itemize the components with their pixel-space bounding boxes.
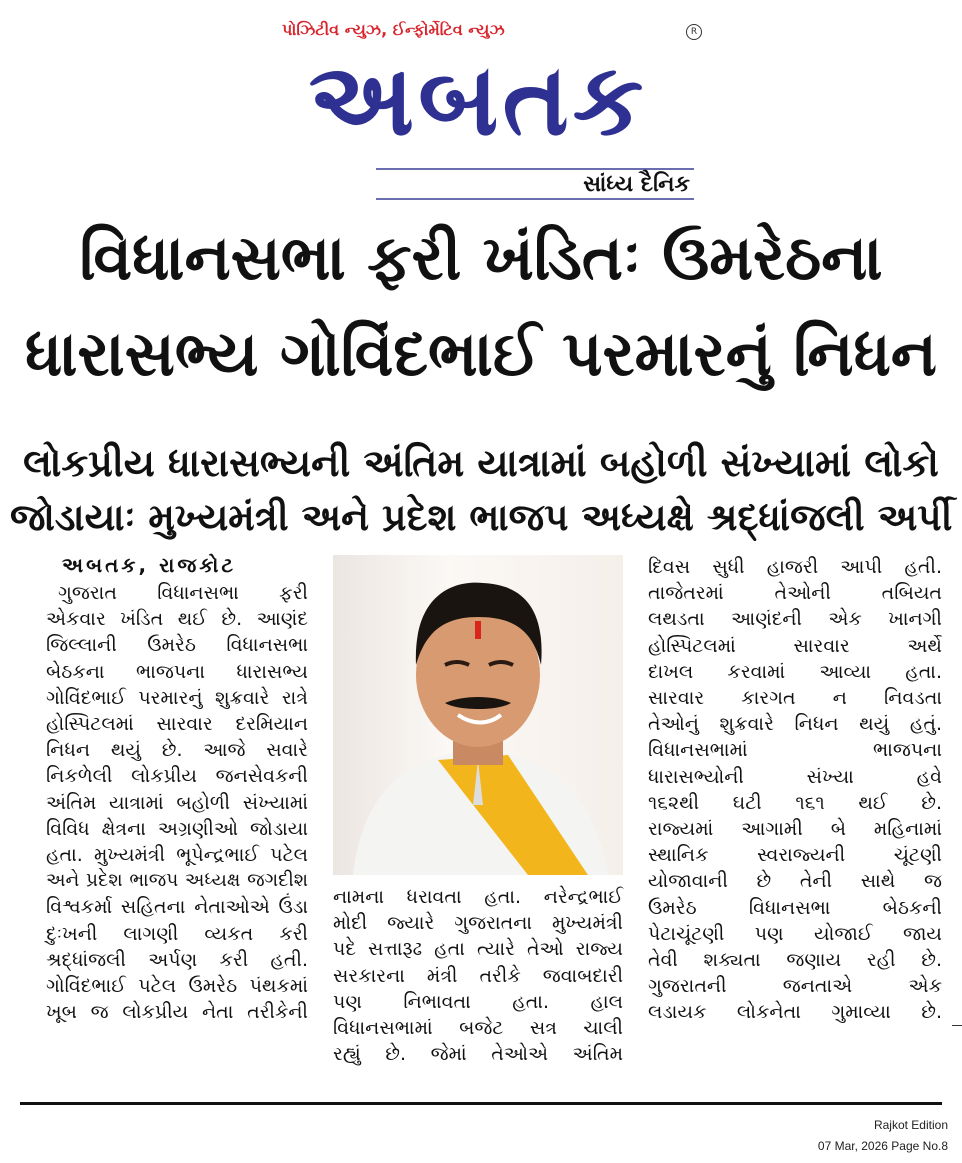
article-line: એકવાર ખંડિત થઈ છે. આણંદ xyxy=(46,608,308,631)
article-line: હતા. મુખ્યમંત્રી ભૂપેન્દ્રભાઈ પટેલ xyxy=(46,844,308,867)
masthead-tagline: પોઝિટીવ ન્યુઝ, ઈન્ફોર્મેટિવ ન્યુઝ xyxy=(282,20,505,39)
article-line: રાજ્યમાં આગામી બે મહિનામાં xyxy=(648,818,942,841)
article-line: રહ્યું છે. જેમાં તેઓએ અંતિમ xyxy=(333,1043,623,1066)
article-line: પદે સત્તારૂઢ હતા ત્યારે તેઓ રાજ્ય xyxy=(333,938,623,961)
article-line: તેઓનું શુક્રવારે નિધન થયું હતું. xyxy=(648,713,942,736)
article-line: પેટાચૂંટણી પણ યોજાઈ જાય xyxy=(648,922,942,945)
article-line: અંતિમ યાત્રામાં બહોળી સંખ્યામાં xyxy=(46,791,308,814)
article-column-3 xyxy=(648,554,942,1026)
article-line: હોસ્પિટલમાં સારવાર દરમિયાન xyxy=(46,713,308,736)
article-line: ખૂબ જ લોકપ્રીય નેતા તરીકેની xyxy=(46,1001,308,1024)
article-line: ઉમરેઠ વિધાનસભા બેઠકની xyxy=(648,896,942,919)
article-line: અને પ્રદેશ ભાજપ અધ્યક્ષ જગદીશ xyxy=(46,870,308,892)
article-line: નિધન થયું છે. આજે સવારે xyxy=(46,739,308,762)
article-line: ગુજરાતની જનતાએ એક xyxy=(648,975,942,998)
article-line: મોદી જ્યારે ગુજરાતના મુખ્યમંત્રી xyxy=(333,912,623,935)
portrait-image xyxy=(333,555,623,875)
article-line: હોસ્પિટલમાં સારવાર અર્થે xyxy=(648,634,942,657)
subheadline-line-2: જોડાયાઃ મુખ્યમંત્રી અને પ્રદેશ ભાજપ અધ્યક્ષે શ્રદ્ધાંજલી અર્પી xyxy=(10,495,953,539)
article-line: દિવસ સુધી હાજરી આપી હતી. xyxy=(648,556,942,578)
masthead-subtitle: સાંધ્ય દૈનિક xyxy=(583,172,690,197)
article-line: શ્રદ્ધાંજલી અર્પણ કરી હતી. xyxy=(46,948,308,971)
article-column-2 xyxy=(333,884,623,1067)
article-line: વિવિધ ક્ષેત્રના અગ્રણીઓ જોડાયા xyxy=(46,817,308,840)
article-line: નામના ધરાવતા હતા. નરેન્દ્રભાઈ xyxy=(333,886,623,908)
article-line: દાખલ કરવામાં આવ્યા હતા. xyxy=(648,660,942,683)
article-line: નિકળેલી લોકપ્રીય જનસેવકની xyxy=(46,765,308,788)
article-line: લથડતા આણંદની એક ખાનગી xyxy=(648,608,942,631)
portrait-photo xyxy=(333,555,623,875)
newspaper-logo: અબતક xyxy=(308,41,648,158)
article-line: સ્થાનિક સ્વરાજ્યની ચૂંટણી xyxy=(648,844,942,867)
bottom-rule xyxy=(20,1102,942,1105)
article-line: ગુજરાત વિધાનસભા ફરી xyxy=(58,582,308,604)
article-line: વિધાનસભામાં ભાજપના xyxy=(648,739,942,762)
article-line: યોજાવાની છે તેની સાથે જ xyxy=(648,870,942,893)
article-line: જિલ્લાની ઉમરેઠ વિધાનસભા xyxy=(46,634,308,657)
article-line: લડાયક લોકનેતા ગુમાવ્યા છે. xyxy=(648,1001,942,1024)
article-line: સારવાર કારગત ન નિવડતા xyxy=(648,687,942,710)
article-line: તેવી શક્યતા જણાય રહી છે. xyxy=(648,949,942,972)
subheadline-line-1: લોકપ્રીય ધારાસભ્યની અંતિમ યાત્રામાં બહોળી સંખ્યામાં લોકો xyxy=(23,441,939,485)
dateline: અબતક, રાજકોટ xyxy=(62,553,237,577)
article-column-1 xyxy=(46,580,308,1025)
side-mark xyxy=(952,1025,962,1026)
headline-line-2: ધારાસભ્ય ગોવિંદભાઈ પરમારનું નિધન xyxy=(25,317,937,390)
article-line: દુઃખની લાગણી વ્યકત કરી xyxy=(46,922,308,945)
article-line: ગોવિંદભાઈ પરમારનું શુક્રવારે રાત્રે xyxy=(46,686,308,709)
registered-trademark-icon: R xyxy=(686,24,702,40)
article-line: વિશ્વકર્મા સહિતના નેતાઓએ ઉંડા xyxy=(46,896,308,919)
article-line: ૧૬૨થી ઘટી ૧૬૧ થઈ છે. xyxy=(648,791,942,814)
article-line: વિધાનસભામાં બજેટ સત્ર ચાલી xyxy=(333,1017,623,1040)
date-page-label: 07 Mar, 2026 Page No.8 xyxy=(817,1139,948,1153)
article-line: સરકારના મંત્રી તરીકે જવાબદારી xyxy=(333,964,623,987)
logo-divider xyxy=(376,168,694,170)
headline-line-1: વિધાનસભા ફરી ખંડિતઃ ઉમરેઠના xyxy=(79,221,883,294)
article-line: તાજેતરમાં તેઓની તબિયત xyxy=(648,582,942,605)
article-line: ગોવિંદભાઈ પટેલ ઉમરેઠ પંથકમાં xyxy=(46,975,308,998)
logo-divider xyxy=(376,198,694,200)
edition-label: Rajkot Edition xyxy=(873,1118,948,1132)
article-line: ધારાસભ્યોની સંખ્યા હવે xyxy=(648,765,942,788)
article-line: પણ નિભાવતા હતા. હાલ xyxy=(333,990,623,1013)
article-line: બેઠકના ભાજપના ધારાસભ્ય xyxy=(46,660,308,683)
